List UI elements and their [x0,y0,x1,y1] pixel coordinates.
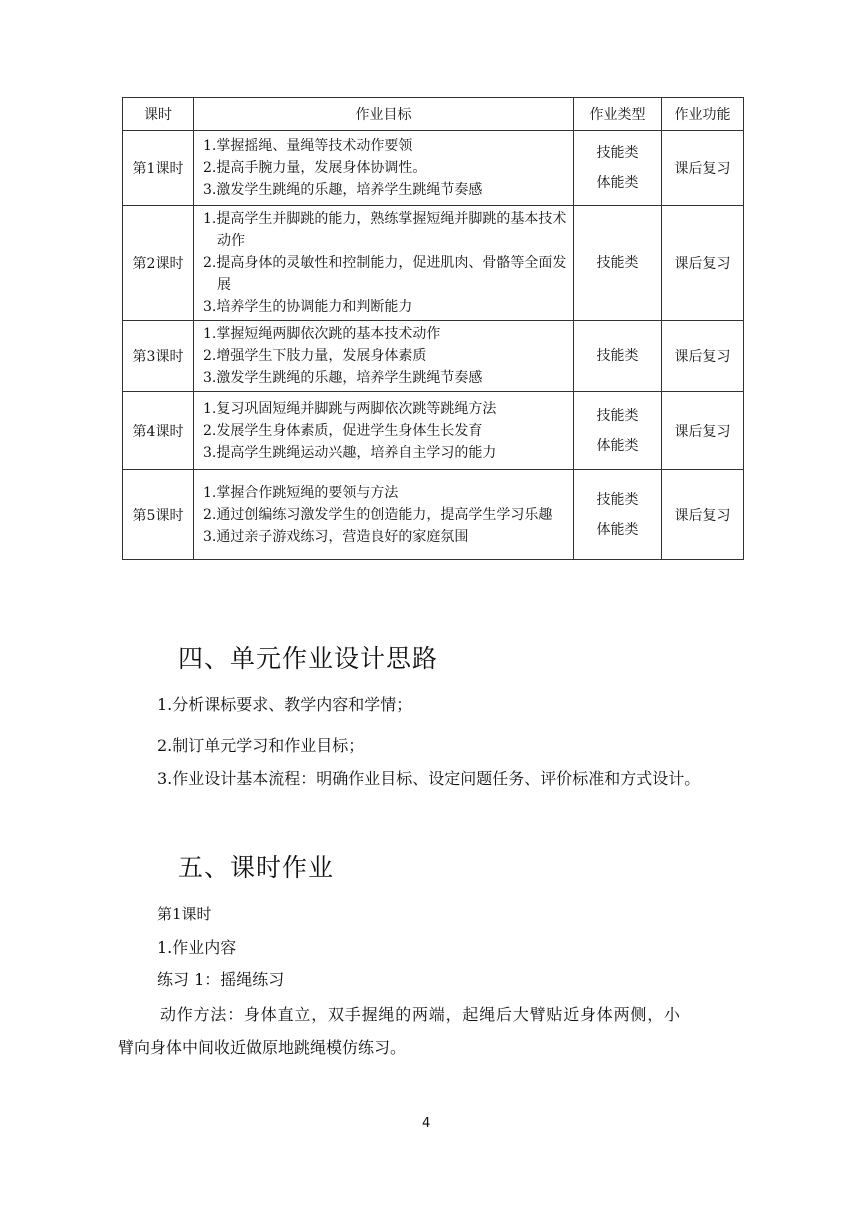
type-item: 技能类 [596,145,639,161]
function-cell: 课后复习 [662,321,744,392]
goals-cell [194,131,574,206]
page-number: 4 [422,1116,431,1131]
section4-item: 1.分析课标要求、教学内容和学情； [157,695,413,714]
goal-item: 2.发展学生身体素质，促进学生身体生长发育 [203,422,483,439]
goals-cell [194,206,574,321]
table-row [123,206,744,321]
goal-item: 1.掌握合作跳短绳的要领与方法 [203,484,399,501]
goals-cell [194,470,574,560]
lesson-cell: 第1课时 [123,131,194,206]
type-item: 技能类 [596,491,639,508]
section4-item: 2.制订单元学习和作业目标； [157,736,365,755]
function-cell: 课后复习 [662,392,744,470]
goal-item: 2.通过创编练习激发学生的创造能力，提高学生学习乐趣 [203,506,553,523]
type-cell [574,131,662,206]
goals-cell [194,392,574,470]
goal-item: 2.提高手腕力量，发展身体协调性。 [203,160,427,176]
type-cell [574,470,662,560]
content-label: 1.作业内容 [157,938,237,957]
goal-item: 1.复习巩固短绳并脚跳与两脚依次跳等跳绳方法 [203,400,497,417]
header-lesson: 课时 [123,98,194,131]
homework-goals-table [122,97,744,560]
goal-item: 3.激发学生跳绳的乐趣，培养学生跳绳节奏感 [203,182,483,198]
function-cell: 课后复习 [662,206,744,321]
lesson-cell: 第4课时 [123,392,194,470]
table-header-row [123,98,744,131]
lesson-cell: 第5课时 [123,470,194,560]
header-goals: 作业目标 [194,98,574,131]
table-row [123,321,744,392]
type-cell [574,206,662,321]
lesson-cell: 第2课时 [123,206,194,321]
goals-cell [194,321,574,392]
table-row [123,392,744,470]
goal-item: 2.增强学生下肢力量，发展身体素质 [203,348,427,364]
goal-item: 3.激发学生跳绳的乐趣，培养学生跳绳节奏感 [203,370,483,386]
section5-heading: 五、课时作业 [178,853,335,882]
goal-item: 3.培养学生的协调能力和判断能力 [203,299,413,315]
type-item: 体能类 [596,175,639,191]
goal-item: 2.提高身体的灵敏性和控制能力，促进肌肉、骨骼等全面发展 [203,255,567,293]
goal-item: 3.提高学生跳绳运动兴趣，培养自主学习的能力 [203,444,497,461]
table-row [123,470,744,560]
function-cell: 课后复习 [662,470,744,560]
section4-item: 3.作业设计基本流程：明确作业目标、设定问题任务、评价标准和方式设计。 [157,769,701,788]
exercise-label: 练习 1：摇绳练习 [157,970,285,989]
type-item: 技能类 [596,348,639,364]
section4-heading: 四、单元作业设计思路 [178,644,439,673]
table-row [123,131,744,206]
lesson-label: 第1课时 [157,905,212,923]
lesson-cell: 第3课时 [123,321,194,392]
type-cell [574,392,662,470]
goal-item: 1.掌握短绳两脚依次跳的基本技术动作 [203,326,441,342]
method-text-line1: 动作方法：身体直立，双手握绳的两端，起绳后大臂贴近身体两侧，小 [160,1005,681,1024]
type-item: 体能类 [596,437,639,454]
type-item: 体能类 [596,521,639,538]
goal-item: 3.通过亲子游戏练习，营造良好的家庭氛围 [203,528,469,545]
header-function: 作业功能 [662,98,744,131]
goal-item: 1.掌握摇绳、量绳等技术动作要领 [203,138,413,154]
type-item: 技能类 [596,255,639,271]
function-cell: 课后复习 [662,131,744,206]
header-type: 作业类型 [574,98,662,131]
method-text-line2: 臂向身体中间收近做原地跳绳模仿练习。 [118,1038,407,1057]
type-item: 技能类 [596,407,639,424]
type-cell [574,321,662,392]
goal-item: 1.提高学生并脚跳的能力，熟练掌握短绳并脚跳的基本技术动作 [203,211,567,249]
